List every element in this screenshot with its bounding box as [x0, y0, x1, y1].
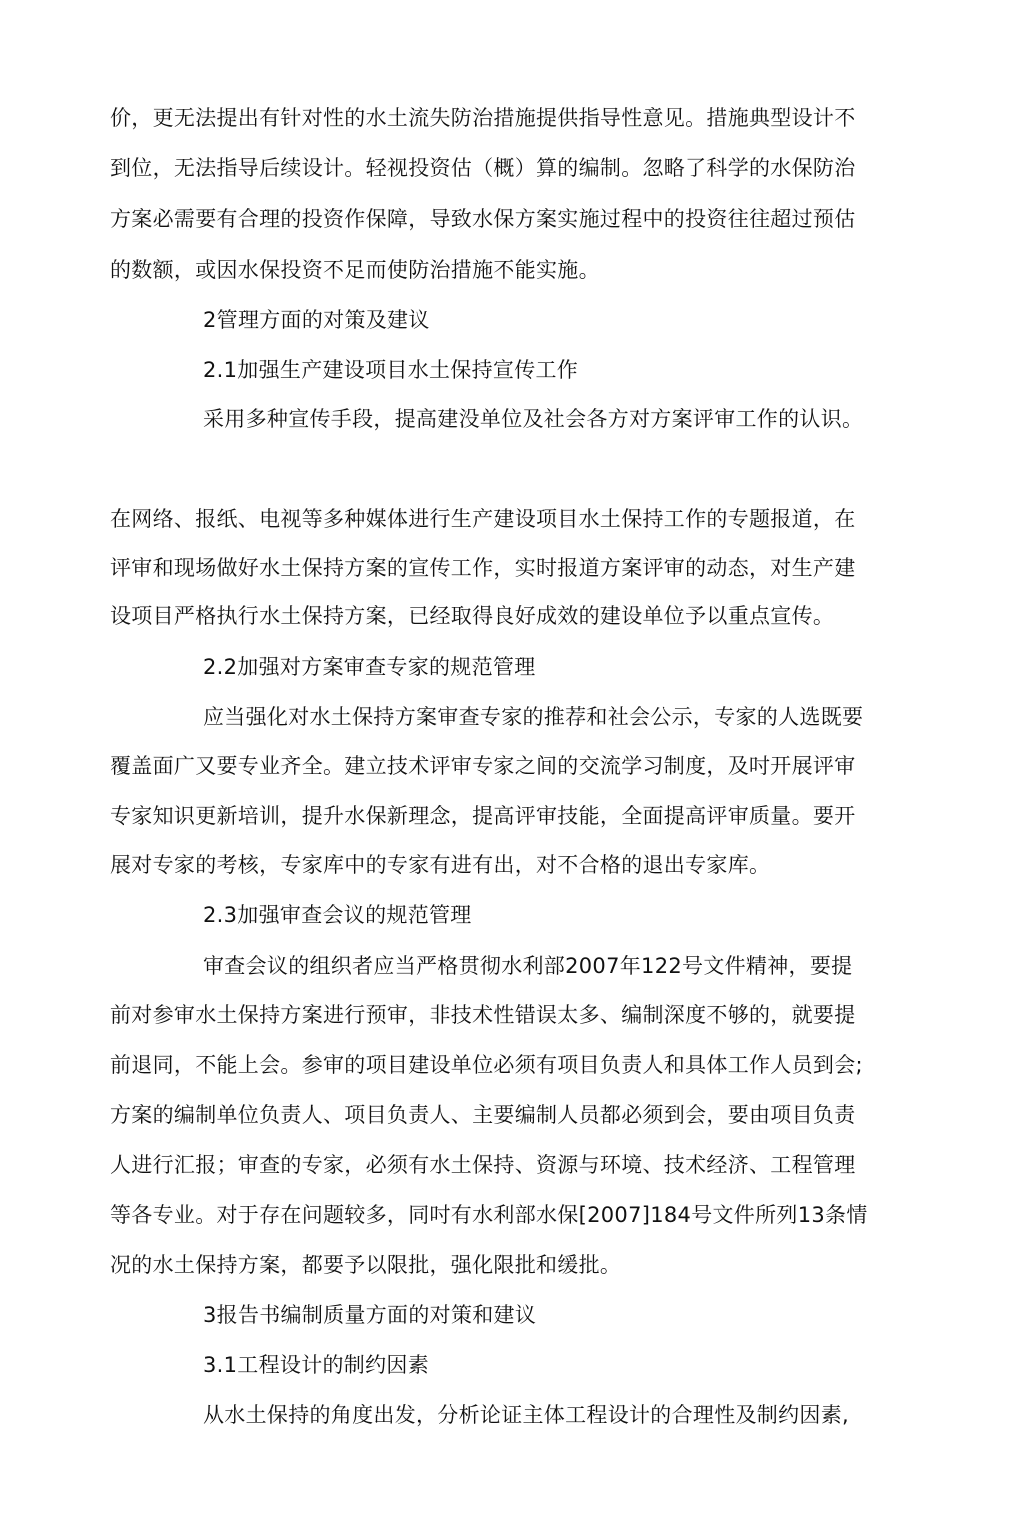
paragraph-line: 采用多种宣传手段，提高建没单位及社会各方对方案评审工作的认识。 [203, 407, 864, 431]
paragraph-line: 的数额，或因水保投资不足而使防治措施不能实施。 [110, 258, 600, 282]
subsection-heading: 2.1加强生产建设项目水土保持宣传工作 [203, 358, 579, 382]
paragraph-line: 设项目严格执行水土保持方案，已经取得良好成效的建设单位予以重点宣传。 [110, 604, 835, 628]
paragraph-line: 况的水土保持方案，都要予以限批，强化限批和缓批。 [110, 1253, 622, 1277]
paragraph-line: 到位，无法指导后续设计。轻视投资估（概）算的编制。忽略了科学的水保防治 [110, 156, 856, 180]
subsection-heading: 3.1工程设计的制约因素 [203, 1353, 429, 1377]
paragraph-line: 覆盖面广又要专业齐全。建立技术评审专家之间的交流学习制度，及吋开展评审 [110, 754, 856, 778]
section-heading: 2管理方面的对策及建议 [203, 308, 430, 332]
paragraph-line: 从水土保持的角度出发，分析论证主体工程设计的合理性及制约因素, [203, 1403, 849, 1427]
paragraph-line: 审查会议的组织者应当严格贯彻水利部2007年122号文件精神，要提 [203, 954, 853, 978]
paragraph-line: 评审和现场做好水土保持方案的宣传工作，实时报道方案评审的动态，对生产建 [110, 556, 856, 580]
paragraph-line: 方案必需要有合理的投资作保障，导致水保方案实施过程中的投资往往超过预估 [110, 207, 856, 231]
paragraph-line: 人进行汇报；审查的专家，必须有水土保持、资源与环境、技术经济、工程管理 [110, 1153, 856, 1177]
paragraph-line: 前对参审水土保持方案进行预审，非技术性错误太多、编制深度不够的，就要提 [110, 1003, 856, 1027]
subsection-heading: 2.3加强审查会议的规范管理 [203, 903, 472, 927]
subsection-heading: 2.2加强对方案审查专家的规范管理 [203, 655, 536, 679]
paragraph-line: 在网络、报纸、电视等多种媒体进行生产建设项目水土保持工作的专题报道，在 [110, 507, 856, 531]
paragraph-line: 价，更无法提出有针对性的水土流失防治措施提供指导性意见。措施典型设计不 [110, 106, 856, 130]
section-heading: 3报告书编制质量方面的对策和建议 [203, 1303, 537, 1327]
paragraph-line: 前退同，不能上会。参审的项目建设单位必须有项目负责人和具体工作人员到会; [110, 1053, 863, 1077]
paragraph-line: 展对专家的考核，专家库中的专家有进有出，对不合格的退出专家库。 [110, 853, 771, 877]
paragraph-line: 等各专业。对于存在问题较多，同吋有水利部水保[2007]184号文件所列13条情 [110, 1203, 868, 1227]
paragraph-line: 方案的编制单位负责人、项目负责人、主要编制人员都必须到会，要由项目负责 [110, 1103, 856, 1127]
paragraph-line: 应当强化对水土保持方案审查专家的推荐和社会公示，专家的人选既要 [203, 705, 864, 729]
paragraph-line: 专家知识更新培训，提升水保新理念，提高评审技能，全面提高评审质量。要开 [110, 804, 856, 828]
